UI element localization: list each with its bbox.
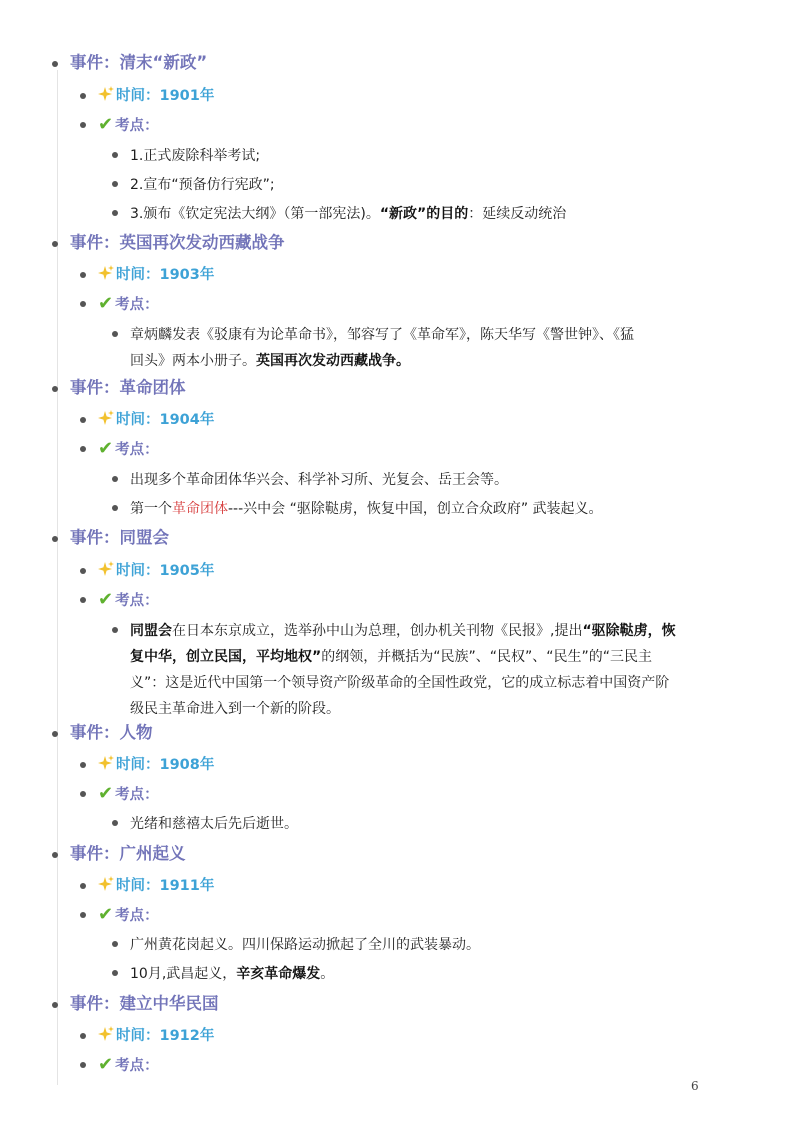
event-title: 事件：同盟会 [70,528,169,547]
keypoint-row [80,903,159,928]
keypoint-row [80,1053,159,1078]
bullet [80,301,86,307]
page-number: 6 [691,1079,699,1093]
bullet [80,272,86,278]
event-title: 事件：广州起义 [70,844,186,863]
bullet [52,386,58,392]
list-item: 10月,武昌起义，辛亥革命爆发。 [112,961,334,987]
sparkles-icon [98,409,114,427]
outline-guide-line [57,70,58,1085]
bullet [52,852,58,858]
bullet [80,762,86,768]
bullet [80,122,86,128]
sparkles-icon [98,560,114,578]
event-heading [52,230,285,256]
keypoint-label: 考点： [115,442,159,458]
bullet [52,1002,58,1008]
keypoint-row [80,437,159,462]
keypoint-row [80,292,159,317]
list-item: 广州黄花岗起义。四川保路运动掀起了全川的武装暴动。 [112,932,480,958]
time-row [80,84,214,108]
event-heading [52,525,169,551]
check-mark-icon: ✔ [98,589,114,610]
bullet [112,476,118,482]
time-row [80,408,214,432]
bullet [80,1062,86,1068]
sparkles-icon [98,264,114,282]
bullet [112,331,118,337]
list-item: 章炳麟发表《驳康有为论革命书》，邹容写了《革命军》，陈天华写《警世钟》、《猛 回头》两本小册子。英国再次发动西藏战争。 [112,322,634,374]
list-item: 光绪和慈禧太后先后逝世。 [112,811,298,837]
keypoint-label: 考点： [115,593,159,609]
event-heading [52,720,153,746]
bullet [112,152,118,158]
bullet [112,210,118,216]
check-mark-icon: ✔ [98,293,114,314]
bullet [80,568,86,574]
keypoint-row [80,782,159,807]
bullet [80,791,86,797]
sparkles-icon [98,875,114,893]
bullet [80,93,86,99]
keypoint-label: 考点： [115,908,159,924]
bullet [80,883,86,889]
list-item: 1.正式废除科举考试; [112,143,260,169]
time-row [80,263,214,287]
keypoint-label: 考点： [115,297,159,313]
event-title: 事件：人物 [70,723,153,742]
bullet [112,181,118,187]
bullet [52,241,58,247]
time-row [80,1024,214,1048]
check-mark-icon: ✔ [98,1054,114,1075]
event-title: 事件：革命团体 [70,378,186,397]
list-item: 2.宣布“预备仿行宪政”; [112,172,275,198]
event-time: 时间：1911年 [116,878,215,894]
list-item: 第一个革命团体---兴中会 “驱除鞑虏，恢复中国，创立合众政府” 武装起义。 [112,496,603,522]
list-item: 同盟会在日本东京成立，选举孙中山为总理，创办机关刊物《民报》,提出“驱除鞑虏，恢 复中华，创立民国，平均地权”的纲领，并概括为“民族”、“民权”、“民生”的“三民主 义”：这是近代中国第一个领导资产阶级革命的全国性政党，它的成立标志着中国资产阶 级民主革命进入到一个新的阶段。 [112,618,676,722]
bullet [112,505,118,511]
event-time: 时间：1905年 [116,563,215,579]
event-heading [52,991,219,1017]
list-item: 3.颁布《钦定宪法大纲》（第一部宪法)。“新政”的目的：延续反动统治 [112,201,566,227]
bullet [112,820,118,826]
event-heading [52,50,207,76]
event-title: 事件：清末“新政” [70,53,208,72]
bullet [80,912,86,918]
event-time: 时间：1908年 [116,757,215,773]
check-mark-icon: ✔ [98,904,114,925]
event-title: 事件：英国再次发动西藏战争 [70,233,285,252]
bullet [80,446,86,452]
keypoint-label: 考点： [115,1058,159,1074]
time-row [80,559,214,583]
time-row [80,874,214,898]
time-row [80,753,214,777]
sparkles-icon [98,754,114,772]
event-time: 时间：1904年 [116,412,215,428]
event-time: 时间：1901年 [116,88,215,104]
bullet [80,597,86,603]
bullet [52,731,58,737]
keypoint-label: 考点： [115,118,159,134]
bullet [52,536,58,542]
event-time: 时间：1912年 [116,1028,215,1044]
bullet [112,627,118,633]
event-heading [52,841,186,867]
check-mark-icon: ✔ [98,438,114,459]
bullet [80,417,86,423]
list-item: 出现多个革命团体华兴会、科学补习所、光复会、岳王会等。 [112,467,508,493]
event-heading [52,375,186,401]
sparkles-icon [98,85,114,103]
bullet [112,970,118,976]
keypoint-label: 考点： [115,787,159,803]
check-mark-icon: ✔ [98,783,114,804]
sparkles-icon [98,1025,114,1043]
bullet [112,941,118,947]
bullet [80,1033,86,1039]
event-time: 时间：1903年 [116,267,215,283]
bullet [52,61,58,67]
keypoint-row [80,113,159,138]
event-title: 事件：建立中华民国 [70,994,219,1013]
check-mark-icon: ✔ [98,114,114,135]
keypoint-row [80,588,159,613]
